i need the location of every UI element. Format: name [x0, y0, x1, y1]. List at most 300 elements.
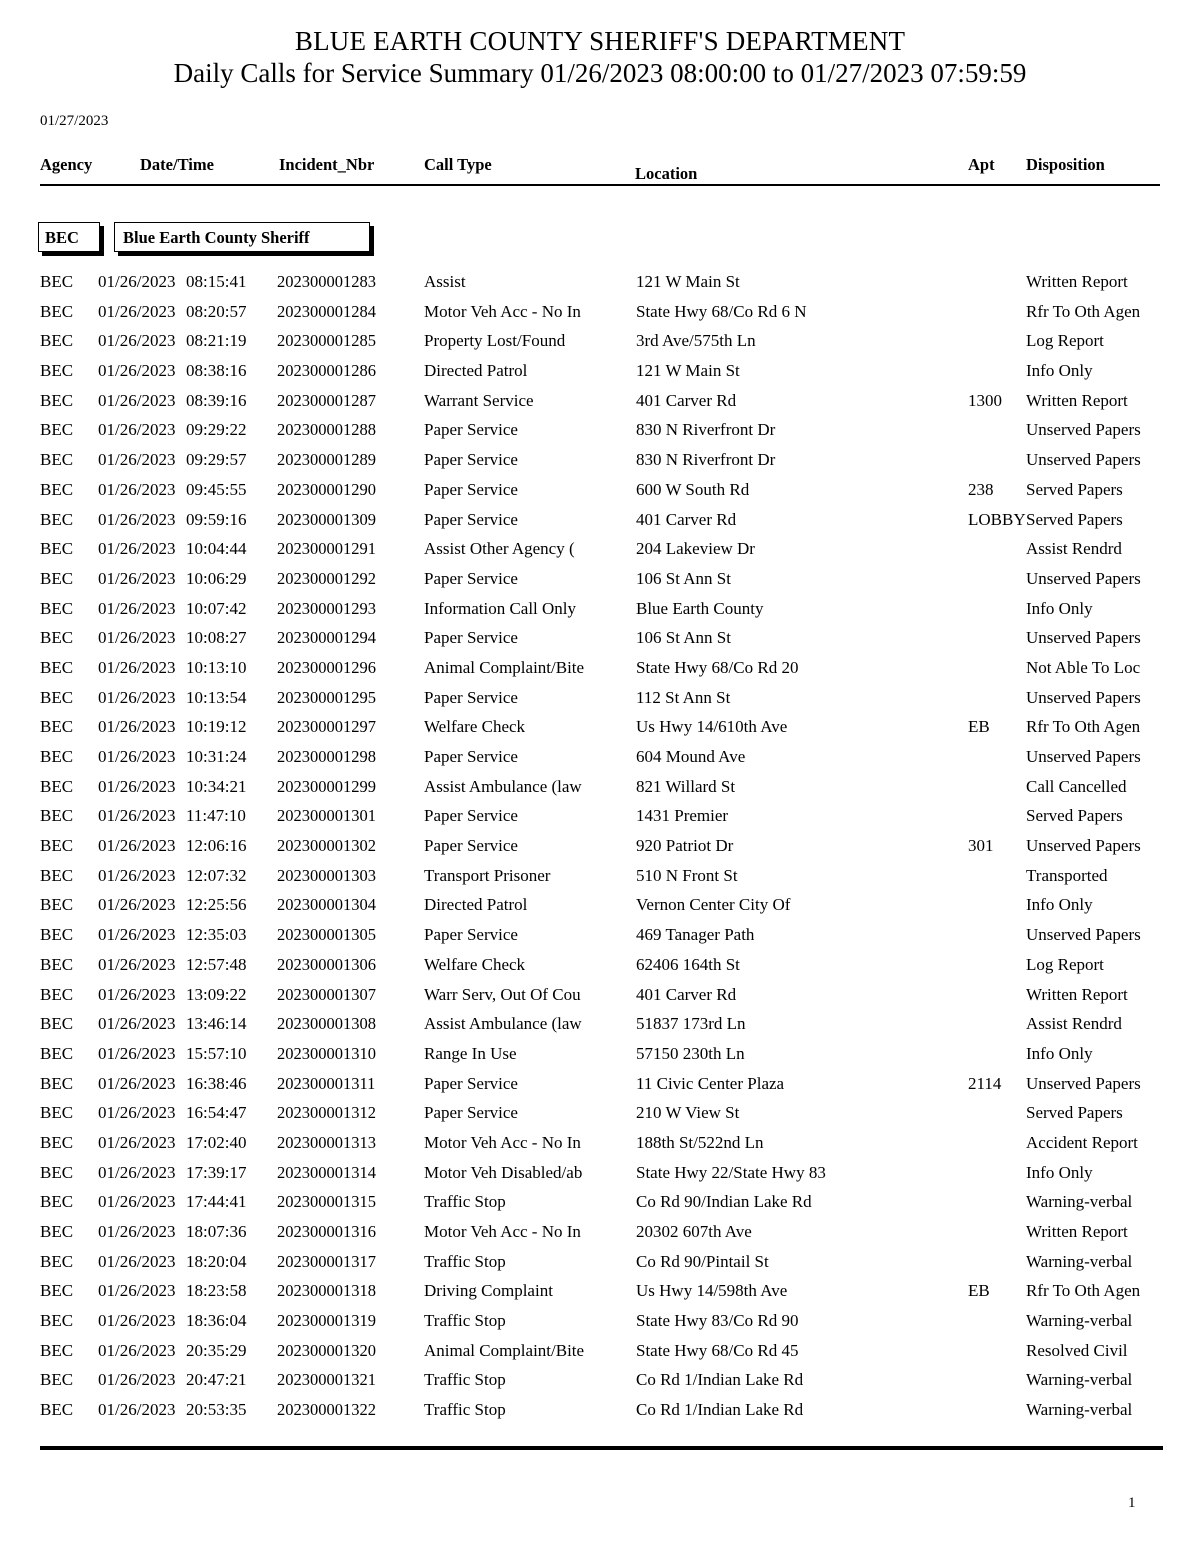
cell-call-type: Assist — [424, 272, 466, 291]
cell-time: 10:19:12 — [186, 717, 247, 737]
cell-time: 08:39:16 — [186, 390, 247, 410]
cell-disposition: Served Papers — [1026, 509, 1123, 529]
cell-time: 10:31:24 — [186, 747, 247, 766]
cell-agency: BEC — [40, 450, 74, 470]
cell-incident-nbr: 202300001304 — [277, 895, 376, 915]
cell-disposition: Log Report — [1026, 954, 1104, 974]
cell-call-type: Property Lost/Found — [424, 331, 566, 351]
cell-call-type: Directed Patrol — [424, 895, 528, 915]
cell-incident-nbr: 202300001301 — [277, 806, 376, 826]
cell-call-type: Welfare Check — [424, 717, 526, 737]
cell-location: 401 Carver Rd — [636, 509, 737, 529]
table-row — [0, 1222, 1200, 1252]
cell-date: 01/26/2023 — [98, 539, 176, 559]
cell-disposition: Accident Report — [1026, 1132, 1138, 1152]
cell-call-type: Traffic Stop — [424, 1400, 506, 1420]
cell-call-type: Paper Service — [424, 925, 518, 945]
cell-disposition: Served Papers — [1026, 806, 1123, 826]
cell-date: 01/26/2023 — [98, 776, 176, 796]
column-header-apt: Apt — [968, 155, 995, 174]
cell-date: 01/26/2023 — [98, 925, 176, 945]
cell-agency: BEC — [40, 836, 74, 856]
cell-location: 106 St Ann St — [636, 568, 731, 588]
cell-time: 12:06:16 — [186, 836, 247, 856]
cell-agency: BEC — [40, 776, 74, 796]
cell-agency: BEC — [40, 272, 74, 291]
table-row — [0, 866, 1200, 896]
cell-agency: BEC — [40, 598, 74, 618]
cell-location: 188th St/522nd Ln — [636, 1132, 764, 1152]
cell-disposition: Warning-verbal — [1026, 1192, 1133, 1212]
cell-agency: BEC — [40, 1311, 74, 1331]
table-row — [0, 1163, 1200, 1193]
table-row — [0, 777, 1200, 807]
cell-call-type: Paper Service — [424, 1073, 518, 1093]
cell-location: Co Rd 90/Pintail St — [636, 1251, 769, 1271]
column-header-location: Location — [635, 164, 698, 183]
cell-incident-nbr: 202300001296 — [277, 657, 376, 677]
table-row — [0, 955, 1200, 985]
cell-location: State Hwy 22/State Hwy 83 — [636, 1162, 826, 1182]
cell-incident-nbr: 202300001305 — [277, 925, 376, 945]
table-row — [0, 1281, 1200, 1311]
cell-disposition: Unserved Papers — [1026, 420, 1141, 440]
cell-location: 57150 230th Ln — [636, 1043, 745, 1063]
cell-call-type: Welfare Check — [424, 954, 526, 974]
table-row — [0, 361, 1200, 391]
cell-incident-nbr: 202300001307 — [277, 984, 376, 1004]
cell-location: 121 W Main St — [636, 272, 740, 291]
cell-date: 01/26/2023 — [98, 954, 176, 974]
cell-incident-nbr: 202300001310 — [277, 1043, 376, 1063]
cell-location: 604 Mound Ave — [636, 747, 746, 766]
cell-agency: BEC — [40, 657, 74, 677]
cell-call-type: Paper Service — [424, 420, 518, 440]
cell-time: 17:02:40 — [186, 1132, 247, 1152]
cell-call-type: Warrant Service — [424, 390, 534, 410]
cell-location: 3rd Ave/575th Ln — [636, 331, 756, 351]
cell-time: 12:07:32 — [186, 865, 247, 885]
cell-agency: BEC — [40, 301, 74, 321]
cell-disposition: Unserved Papers — [1026, 687, 1141, 707]
cell-date: 01/26/2023 — [98, 1251, 176, 1271]
cell-time: 10:04:44 — [186, 539, 247, 559]
cell-date: 01/26/2023 — [98, 331, 176, 351]
cell-disposition: Written Report — [1026, 390, 1128, 410]
cell-date: 01/26/2023 — [98, 747, 176, 766]
table-row — [0, 658, 1200, 688]
cell-agency: BEC — [40, 806, 74, 826]
agency-name-box: Blue Earth County Sheriff — [114, 222, 370, 252]
cell-incident-nbr: 202300001284 — [277, 301, 376, 321]
table-row — [0, 1103, 1200, 1133]
cell-time: 20:53:35 — [186, 1400, 247, 1420]
cell-call-type: Paper Service — [424, 450, 518, 470]
table-row — [0, 1074, 1200, 1104]
cell-disposition: Unserved Papers — [1026, 836, 1141, 856]
cell-incident-nbr: 202300001319 — [277, 1311, 376, 1331]
cell-incident-nbr: 202300001315 — [277, 1192, 376, 1212]
cell-agency: BEC — [40, 1043, 74, 1063]
table-row — [0, 599, 1200, 629]
cell-date: 01/26/2023 — [98, 1043, 176, 1063]
cell-apt: LOBBY — [968, 509, 1026, 529]
cell-incident-nbr: 202300001291 — [277, 539, 376, 559]
table-row — [0, 1044, 1200, 1074]
cell-date: 01/26/2023 — [98, 1311, 176, 1331]
cell-agency: BEC — [40, 1132, 74, 1152]
table-row — [0, 985, 1200, 1015]
cell-call-type: Traffic Stop — [424, 1370, 506, 1390]
cell-disposition: Info Only — [1026, 361, 1093, 381]
cell-date: 01/26/2023 — [98, 1192, 176, 1212]
cell-location: 469 Tanager Path — [636, 925, 755, 945]
cell-incident-nbr: 202300001292 — [277, 568, 376, 588]
cell-incident-nbr: 202300001313 — [277, 1132, 376, 1152]
calls-table-body — [0, 272, 1200, 1430]
cell-call-type: Paper Service — [424, 479, 518, 499]
cell-location: 401 Carver Rd — [636, 390, 737, 410]
cell-call-type: Paper Service — [424, 1103, 518, 1123]
cell-apt: 238 — [968, 479, 994, 499]
cell-incident-nbr: 202300001311 — [277, 1073, 376, 1093]
cell-call-type: Assist Ambulance (law — [424, 1014, 582, 1034]
cell-call-type: Paper Service — [424, 806, 518, 826]
table-row — [0, 688, 1200, 718]
cell-disposition: Written Report — [1026, 272, 1128, 291]
run-date: 01/27/2023 — [40, 113, 109, 129]
cell-disposition: Written Report — [1026, 984, 1128, 1004]
table-row — [0, 836, 1200, 866]
cell-agency: BEC — [40, 509, 74, 529]
cell-incident-nbr: 202300001317 — [277, 1251, 376, 1271]
cell-agency: BEC — [40, 1014, 74, 1034]
cell-incident-nbr: 202300001299 — [277, 776, 376, 796]
cell-date: 01/26/2023 — [98, 984, 176, 1004]
cell-call-type: Range In Use — [424, 1043, 517, 1063]
cell-call-type: Paper Service — [424, 568, 518, 588]
cell-time: 10:13:54 — [186, 687, 247, 707]
cell-time: 08:15:41 — [186, 272, 247, 291]
cell-disposition: Info Only — [1026, 895, 1093, 915]
cell-incident-nbr: 202300001295 — [277, 687, 376, 707]
cell-date: 01/26/2023 — [98, 806, 176, 826]
cell-incident-nbr: 202300001293 — [277, 598, 376, 618]
cell-incident-nbr: 202300001306 — [277, 954, 376, 974]
cell-location: 830 N Riverfront Dr — [636, 420, 776, 440]
cell-agency: BEC — [40, 1340, 74, 1360]
cell-date: 01/26/2023 — [98, 272, 176, 291]
cell-date: 01/26/2023 — [98, 628, 176, 648]
page-number: 1 — [1128, 1495, 1136, 1511]
cell-disposition: Unserved Papers — [1026, 925, 1141, 945]
cell-incident-nbr: 202300001283 — [277, 272, 376, 291]
cell-agency: BEC — [40, 1162, 74, 1182]
cell-date: 01/26/2023 — [98, 1340, 176, 1360]
cell-location: Co Rd 90/Indian Lake Rd — [636, 1192, 812, 1212]
cell-time: 08:20:57 — [186, 301, 247, 321]
cell-disposition: Info Only — [1026, 1043, 1093, 1063]
cell-call-type: Paper Service — [424, 836, 518, 856]
cell-call-type: Motor Veh Acc - No In — [424, 1222, 581, 1241]
cell-disposition: Warning-verbal — [1026, 1251, 1133, 1271]
cell-date: 01/26/2023 — [98, 509, 176, 529]
cell-incident-nbr: 202300001298 — [277, 747, 376, 766]
cell-location: 51837 173rd Ln — [636, 1014, 746, 1034]
table-row — [0, 717, 1200, 747]
cell-date: 01/26/2023 — [98, 1132, 176, 1152]
cell-date: 01/26/2023 — [98, 1162, 176, 1182]
cell-agency: BEC — [40, 954, 74, 974]
cell-date: 01/26/2023 — [98, 1400, 176, 1420]
cell-agency: BEC — [40, 390, 74, 410]
cell-date: 01/26/2023 — [98, 1222, 176, 1241]
cell-date: 01/26/2023 — [98, 836, 176, 856]
cell-agency: BEC — [40, 331, 74, 351]
cell-location: State Hwy 68/Co Rd 6 N — [636, 301, 807, 321]
cell-call-type: Motor Veh Acc - No In — [424, 1132, 581, 1152]
cell-disposition: Rfr To Oth Agen — [1026, 1281, 1141, 1301]
cell-time: 16:38:46 — [186, 1073, 247, 1093]
cell-location: State Hwy 68/Co Rd 20 — [636, 657, 799, 677]
table-row — [0, 806, 1200, 836]
cell-date: 01/26/2023 — [98, 1370, 176, 1390]
cell-time: 10:08:27 — [186, 628, 247, 648]
cell-disposition: Served Papers — [1026, 479, 1123, 499]
cell-call-type: Traffic Stop — [424, 1192, 506, 1212]
column-header-call-type: Call Type — [424, 155, 492, 174]
cell-agency: BEC — [40, 717, 74, 737]
cell-disposition: Written Report — [1026, 1222, 1128, 1241]
cell-incident-nbr: 202300001309 — [277, 509, 376, 529]
cell-incident-nbr: 202300001286 — [277, 361, 376, 381]
table-row — [0, 895, 1200, 925]
cell-incident-nbr: 202300001322 — [277, 1400, 376, 1420]
cell-disposition: Served Papers — [1026, 1103, 1123, 1123]
cell-location: Vernon Center City Of — [636, 895, 791, 915]
table-row — [0, 510, 1200, 540]
cell-agency: BEC — [40, 865, 74, 885]
cell-agency: BEC — [40, 1251, 74, 1271]
cell-time: 09:29:57 — [186, 450, 247, 470]
cell-call-type: Driving Complaint — [424, 1281, 553, 1301]
cell-call-type: Paper Service — [424, 747, 518, 766]
cell-time: 11:47:10 — [186, 806, 246, 826]
cell-location: 121 W Main St — [636, 361, 740, 381]
cell-date: 01/26/2023 — [98, 568, 176, 588]
cell-disposition: Log Report — [1026, 331, 1104, 351]
cell-call-type: Paper Service — [424, 628, 518, 648]
cell-date: 01/26/2023 — [98, 717, 176, 737]
cell-agency: BEC — [40, 479, 74, 499]
column-header-datetime: Date/Time — [140, 155, 214, 174]
cell-call-type: Assist Other Agency ( — [424, 539, 575, 559]
cell-apt: EB — [968, 1281, 990, 1301]
cell-call-type: Motor Veh Acc - No In — [424, 301, 581, 321]
cell-agency: BEC — [40, 1370, 74, 1390]
cell-disposition: Not Able To Loc — [1026, 657, 1141, 677]
table-row — [0, 272, 1200, 302]
cell-agency: BEC — [40, 1400, 74, 1420]
cell-apt: 1300 — [968, 390, 1002, 410]
cell-time: 13:46:14 — [186, 1014, 247, 1034]
cell-location: 112 St Ann St — [636, 687, 731, 707]
cell-date: 01/26/2023 — [98, 390, 176, 410]
cell-time: 20:35:29 — [186, 1340, 247, 1360]
cell-location: 204 Lakeview Dr — [636, 539, 755, 559]
cell-location: 62406 164th St — [636, 954, 740, 974]
cell-time: 08:21:19 — [186, 331, 247, 351]
table-row — [0, 391, 1200, 421]
cell-disposition: Unserved Papers — [1026, 1073, 1141, 1093]
cell-time: 09:29:22 — [186, 420, 247, 440]
cell-location: 600 W South Rd — [636, 479, 750, 499]
cell-location: Co Rd 1/Indian Lake Rd — [636, 1400, 804, 1420]
cell-agency: BEC — [40, 420, 74, 440]
table-row — [0, 628, 1200, 658]
table-row — [0, 1370, 1200, 1400]
cell-incident-nbr: 202300001294 — [277, 628, 376, 648]
cell-date: 01/26/2023 — [98, 479, 176, 499]
cell-time: 10:34:21 — [186, 776, 247, 796]
cell-date: 01/26/2023 — [98, 450, 176, 470]
cell-incident-nbr: 202300001308 — [277, 1014, 376, 1034]
cell-location: 20302 607th Ave — [636, 1222, 752, 1241]
cell-disposition: Assist Rendrd — [1026, 539, 1122, 559]
cell-disposition: Resolved Civil — [1026, 1340, 1128, 1360]
table-row — [0, 569, 1200, 599]
cell-incident-nbr: 202300001289 — [277, 450, 376, 470]
cell-disposition: Info Only — [1026, 598, 1093, 618]
cell-call-type: Traffic Stop — [424, 1311, 506, 1331]
cell-call-type: Warr Serv, Out Of Cou — [424, 984, 581, 1004]
cell-agency: BEC — [40, 1222, 74, 1241]
cell-disposition: Rfr To Oth Agen — [1026, 717, 1141, 737]
table-column-headers — [0, 150, 1200, 188]
table-row — [0, 1341, 1200, 1371]
cell-time: 10:07:42 — [186, 598, 247, 618]
cell-agency: BEC — [40, 1192, 74, 1212]
cell-time: 15:57:10 — [186, 1043, 247, 1063]
cell-call-type: Animal Complaint/Bite — [424, 657, 585, 677]
cell-disposition: Warning-verbal — [1026, 1311, 1133, 1331]
cell-location: 11 Civic Center Plaza — [636, 1073, 785, 1093]
cell-date: 01/26/2023 — [98, 1073, 176, 1093]
cell-agency: BEC — [40, 1281, 74, 1301]
cell-agency: BEC — [40, 361, 74, 381]
cell-time: 18:20:04 — [186, 1251, 247, 1271]
table-row — [0, 1133, 1200, 1163]
cell-apt: 301 — [968, 836, 994, 856]
cell-agency: BEC — [40, 984, 74, 1004]
cell-disposition: Unserved Papers — [1026, 747, 1141, 766]
table-row — [0, 925, 1200, 955]
cell-apt: 2114 — [968, 1073, 1002, 1093]
cell-time: 18:23:58 — [186, 1281, 247, 1301]
cell-incident-nbr: 202300001285 — [277, 331, 376, 351]
cell-time: 10:13:10 — [186, 657, 247, 677]
cell-time: 09:59:16 — [186, 509, 247, 529]
cell-call-type: Animal Complaint/Bite — [424, 1340, 585, 1360]
cell-date: 01/26/2023 — [98, 687, 176, 707]
cell-incident-nbr: 202300001316 — [277, 1222, 376, 1241]
cell-location: State Hwy 83/Co Rd 90 — [636, 1311, 799, 1331]
cell-time: 17:39:17 — [186, 1162, 247, 1182]
cell-date: 01/26/2023 — [98, 657, 176, 677]
cell-date: 01/26/2023 — [98, 1014, 176, 1034]
cell-time: 16:54:47 — [186, 1103, 247, 1123]
cell-agency: BEC — [40, 628, 74, 648]
cell-time: 18:07:36 — [186, 1222, 247, 1241]
column-header-agency: Agency — [40, 155, 93, 174]
cell-date: 01/26/2023 — [98, 1103, 176, 1123]
cell-date: 01/26/2023 — [98, 865, 176, 885]
table-row — [0, 302, 1200, 332]
table-row — [0, 331, 1200, 361]
cell-incident-nbr: 202300001303 — [277, 865, 376, 885]
cell-incident-nbr: 202300001288 — [277, 420, 376, 440]
cell-disposition: Info Only — [1026, 1162, 1093, 1182]
cell-call-type: Directed Patrol — [424, 361, 528, 381]
cell-call-type: Transport Prisoner — [424, 865, 551, 885]
report-header — [0, 0, 1200, 91]
cell-disposition: Unserved Papers — [1026, 450, 1141, 470]
cell-location: Co Rd 1/Indian Lake Rd — [636, 1370, 804, 1390]
cell-incident-nbr: 202300001318 — [277, 1281, 376, 1301]
cell-date: 01/26/2023 — [98, 1281, 176, 1301]
cell-disposition: Rfr To Oth Agen — [1026, 301, 1141, 321]
table-row — [0, 1311, 1200, 1341]
cell-incident-nbr: 202300001321 — [277, 1370, 376, 1390]
cell-location: 821 Willard St — [636, 776, 736, 796]
cell-time: 12:57:48 — [186, 954, 247, 974]
cell-incident-nbr: 202300001290 — [277, 479, 376, 499]
cell-agency: BEC — [40, 1103, 74, 1123]
cell-date: 01/26/2023 — [98, 420, 176, 440]
cell-agency: BEC — [40, 747, 74, 766]
cell-agency: BEC — [40, 687, 74, 707]
cell-location: Us Hwy 14/610th Ave — [636, 717, 788, 737]
cell-agency: BEC — [40, 539, 74, 559]
cell-location: Blue Earth County — [636, 598, 764, 618]
cell-disposition: Call Cancelled — [1026, 776, 1127, 796]
table-row — [0, 420, 1200, 450]
column-header-incident-nbr: Incident_Nbr — [279, 155, 375, 174]
table-row — [0, 480, 1200, 510]
table-row — [0, 1252, 1200, 1282]
cell-time: 12:35:03 — [186, 925, 247, 945]
cell-call-type: Motor Veh Disabled/ab — [424, 1162, 583, 1182]
cell-disposition: Transported — [1026, 865, 1108, 885]
cell-incident-nbr: 202300001287 — [277, 390, 376, 410]
cell-apt: EB — [968, 717, 990, 737]
table-row — [0, 1192, 1200, 1222]
column-header-disposition: Disposition — [1026, 155, 1105, 174]
cell-location: 1431 Premier — [636, 806, 729, 826]
cell-time: 12:25:56 — [186, 895, 247, 915]
cell-disposition: Unserved Papers — [1026, 628, 1141, 648]
cell-time: 13:09:22 — [186, 984, 247, 1004]
cell-incident-nbr: 202300001312 — [277, 1103, 376, 1123]
cell-location: 106 St Ann St — [636, 628, 731, 648]
cell-call-type: Traffic Stop — [424, 1251, 506, 1271]
table-row — [0, 1014, 1200, 1044]
cell-time: 17:44:41 — [186, 1192, 247, 1212]
cell-agency: BEC — [40, 1073, 74, 1093]
cell-call-type: Paper Service — [424, 687, 518, 707]
table-row — [0, 747, 1200, 777]
table-row — [0, 1400, 1200, 1430]
